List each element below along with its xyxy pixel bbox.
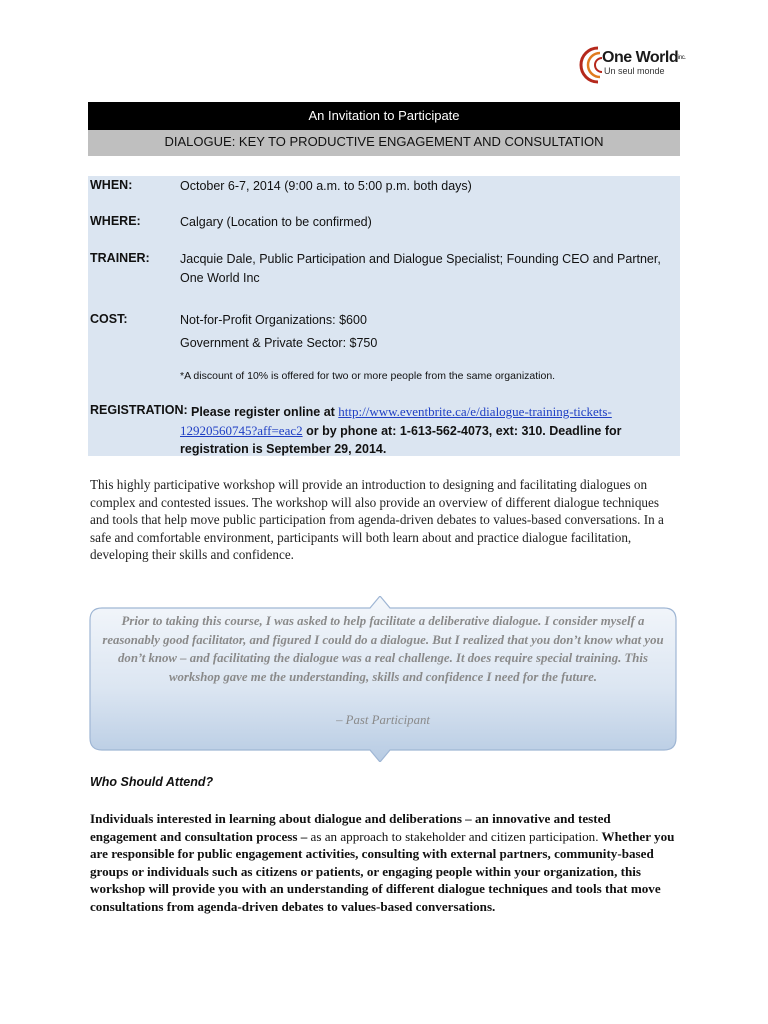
registration-phone: or by phone at: 1-613-562-4073, ext: 310. Deadline for <box>306 424 622 438</box>
where-value: Calgary (Location to be confirmed) <box>180 215 372 229</box>
cost-nonprofit: Not-for-Profit Organizations: $600 <box>180 313 367 327</box>
intro-paragraph: This highly participative workshop will provide an introduction to designing and facilitating dialogues on complex and contested issues. The workshop will also provide an overview of different dialogue techniques and tools that help move public participation from agenda-driven debates to values-based conversations. In a safe and comfortable environment, participants will both learn about and practice dialogue facilitation, developing their skills and confidence. <box>90 477 664 562</box>
cost-government: Government & Private Sector: $750 <box>180 336 378 350</box>
eventbrite-link-cont[interactable]: 12920560745?aff=eac2 <box>180 423 303 438</box>
who-bold-2: Whether you are responsible for public engagement activities, consulting with external partners, community-based groups or individuals such as citizens or patients, or engaging people within your organization, this workshop will provide you with an understanding of different dialogue techniques and tools that move consultations from agenda-driven debates to values-based conversations. <box>90 828 675 914</box>
who-plain: as an approach to stakeholder and citizen participation. <box>307 828 599 844</box>
logo-brand: One World$^{inc.}$ <box>602 49 686 66</box>
logo-tagline: Un seul monde <box>604 66 665 76</box>
registration-deadline: registration is September 29, 2014. <box>180 442 387 456</box>
registration-line1 <box>191 402 678 422</box>
cost-label: COST: <box>90 312 128 326</box>
where-label: WHERE: <box>90 214 141 228</box>
registration-label: REGISTRATION: <box>90 403 188 417</box>
who-should-attend-heading: Who Should Attend? <box>90 775 214 789</box>
testimonial-attribution: – Past Participant <box>336 713 430 727</box>
discount-note: *A discount of 10% is offered for two or more people from the same organization. <box>180 370 556 382</box>
trainer-label: TRAINER: <box>90 251 150 265</box>
who-bold-1: Individuals interested in learning about dialogue and deliberations – an innovative and tested engagement and consultation process – <box>90 811 611 844</box>
invitation-title: An Invitation to Participate <box>88 102 680 130</box>
trainer-value: Jacquie Dale, Public Participation and Dialogue Specialist; Founding CEO and Partner, One World Inc <box>180 252 661 285</box>
registration-line2 <box>180 421 678 441</box>
event-details <box>88 176 680 456</box>
one-world-logo <box>578 44 688 86</box>
testimonial-quote: Prior to taking this course, I was asked to help facilitate a deliberative dialogue. I consider myself a reasonably good facilitator, and figured I could do a dialogue. But I realized that you don’t know what you don’t know – and facilitating the dialogue was a real challenge. It does require special training. This workshop gave me the understanding, skills and confidence I need for the future. <box>102 614 664 684</box>
when-value: October 6-7, 2014 (9:00 a.m. to 5:00 p.m. both days) <box>180 179 472 193</box>
who-should-attend-body <box>90 810 680 915</box>
workshop-title: DIALOGUE: KEY TO PRODUCTIVE ENGAGEMENT AND CONSULTATION <box>88 130 680 156</box>
eventbrite-link[interactable]: http://www.eventbrite.ca/e/dialogue-training-tickets- <box>338 404 612 419</box>
when-label: WHEN: <box>90 178 133 192</box>
registration-prefix: Please register online at <box>191 405 335 419</box>
